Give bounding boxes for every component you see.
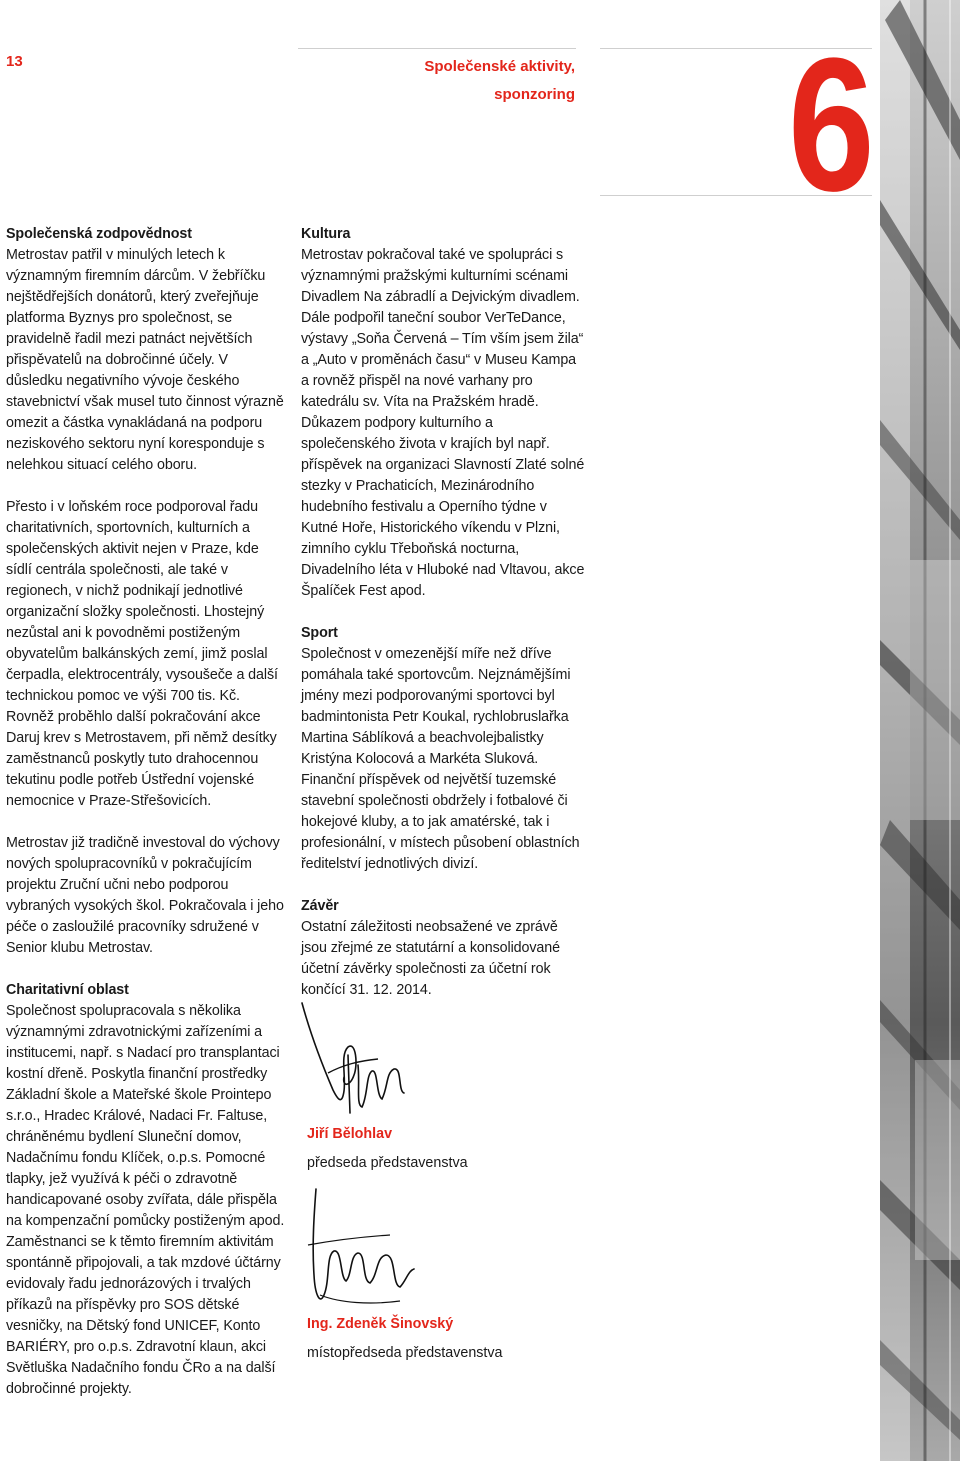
heading-sport: Sport <box>301 625 338 641</box>
signer-name: Ing. Zdeněk Šinovský <box>307 1316 454 1332</box>
page-number: 13 <box>6 53 23 70</box>
heading-conclusion: Závěr <box>301 898 339 914</box>
heading-charity: Charitativní oblast <box>6 982 129 998</box>
signer-name: Jiří Bělohlav <box>307 1126 393 1142</box>
signer-role: předseda představenstva <box>307 1155 468 1171</box>
signer-role: místopředseda představenstva <box>307 1345 503 1361</box>
heading-culture: Kultura <box>301 226 351 242</box>
paragraph: Společnost v omezenější míře než dříve pomáhala také sportovcům. Nejznámějšími jmény mezi podporovanými sportovci byl badmintonista Petr Koukal, rychlobruslařka Martina Sáblíková a beachvolejbalistky Kristýna Kolocová a Markéta Sluková. Finanční příspěvek od největší tuzemské stavební společnosti obdržely i fotbalové či hokejové kluby, a to jak amatérské, tak i profesionální, v místech působení oblastních ředitelství jednotlivých divizí. <box>301 646 580 872</box>
paragraph: Ostatní záležitosti neobsažené ve zprávě jsou zřejmé ze statutární a konsolidované účetní závěrky společnosti za účetní rok končící 31. 12. 2014. <box>301 919 560 998</box>
section-title-line-2: sponzoring <box>494 86 575 103</box>
left-column <box>6 224 288 1400</box>
signature-2 <box>300 1185 420 1315</box>
paragraph: Přesto i v loňském roce podporoval řadu charitativních, sportovních, kulturních a společenských aktivit nejen v Praze, kde sídlí centrála společnosti, ale také v regionech, v nichž podnikají jednotlivé organizační složky společnosti. Lhostejný nezůstal ani k povodněmi postiženým obyvatelům balkánských zemí, jimž poslal čerpadla, elektrocentrály, vysoušeče a další technickou pomoc ve výši 700 tis. Kč. Rovněž proběhlo další pokračování akce Daruj krev s Metrostavem, při němž desítky zaměstnanců poskytly tuto drahocennou tekutinu podle potřeb Ústřední vojenské nemocnice v Praze-Střešovicích. <box>6 499 278 809</box>
architecture-photo <box>880 0 960 1461</box>
section-title-line-1: Společenské aktivity, <box>424 58 575 75</box>
chapter-number: 6 <box>788 19 870 231</box>
right-column <box>301 224 586 1001</box>
paragraph: Metrostav pokračoval také ve spolupráci s významnými pražskými kulturními scénami Divadlem Na zábradlí a Dejvickým divadlem. Dále podpořil taneční soubor VerTeDance, výstavy „Soňa Červená – Tím vším jsem žila“ a „Auto v proměnách času“ v Museu Kampa a rovněž přispěl na nové varhany pro katedrálu sv. Víta na Pražském hradě. Důkazem podpory kulturního a společenského života v krajích byl např. příspěvek na organizaci Slavností Zlaté solné stezky v Prachaticích, Mezinárodního hudebního festivalu a Operního týdne v Kutné Hoře, Historického víkendu v Plzni, zimního cyklu Třeboňská nocturna, Divadelního léta v Hluboké nad Vltavou, akce Špalíček Fest apod. <box>301 247 585 599</box>
paragraph: Metrostav již tradičně investoval do výchovy nových spolupracovníků v pokračujícím projektu Zruční učni nebo podporou vybraných vysokých škol. Pokračovala i jeho péče o zasloužilé pracovníky sdružené v Senior klubu Metrostav. <box>6 835 284 956</box>
header-rule <box>298 48 576 49</box>
signature-1 <box>298 995 408 1120</box>
section-title <box>424 53 575 109</box>
paragraph: Metrostav patřil v minulých letech k významným firemním dárcům. V žebříčku nejštědřejších donátorů, který zveřejňuje platforma Byznys pro společnost, se pravidelně řadil mezi patnáct největších přispěvatelů na dobročinné účely. V důsledku negativního vývoje českého stavebnictví však musel tuto činnost výrazně omezit a částka vynakládaná na podporu neziskového sektoru nyní koresponduje s nelehkou situací celého oboru. <box>6 247 284 473</box>
heading-social-responsibility: Společenská zodpovědnost <box>6 226 192 242</box>
paragraph: Společnost spolupracovala s několika významnými zdravotnickými zařízeními a institucemi, např. s Nadací pro transplantaci kostní dřeně. Poskytla finanční prostředky Základní škole a Mateřské škole Prointepo s.r.o., Hradec Králové, Nadaci Fr. Faltuse, chráněnému bydlení Sluneční domov, Nadačnímu fondu Klíček, o.p.s. Pomocné tlapky, jež využívá k péči o zdravotně handicapované osoby zvířata, dále přispěla na kompenzační pomůcky postiženým apod. Zaměstnanci se k těmto firemním aktivitám spontánně připojovali, a tak mzdové účtárny evidovaly řadu jednorázových i trvalých příkazů na příspěvky pro SOS dětské vesničky, na Dětský fond UNICEF, Konto BARIÉRY, pro o.p.s. Zdravotní klaun, akci Světluška Nadačního fondu ČRo a na další dobročinné projekty. <box>6 1003 285 1397</box>
